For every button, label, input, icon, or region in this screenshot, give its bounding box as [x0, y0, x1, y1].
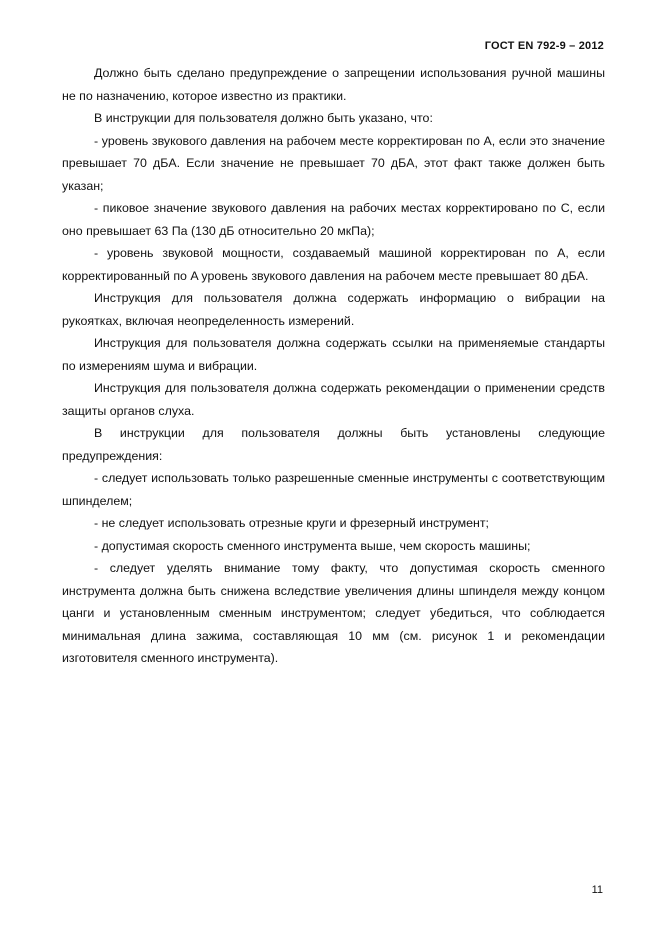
list-item-no-cutting-discs: - не следует использовать отрезные круги и фрезерный инструмент; [94, 516, 490, 530]
paragraph-warning-misuse: Должно быть сделано предупреждение о запрещении использования ручной машины не по назначению, которое известно из практики. [62, 66, 605, 103]
list-item-spindle-length: - следует уделять внимание тому факту, что допустимая скорость сменного инструмента должна быть снижена вследствие увеличения длины шпинделя между концом цанги и установленным сменным инструментом; следует убедиться, что соблюдается минимальная длина зажима, составляющая 10 мм (см. рисунок 1 и рекомендации изготовителя сменного инструмента). [62, 561, 605, 665]
paragraph-standards-references: Инструкция для пользователя должна содержать ссылки на применяемые стандарты по измерениям шума и вибрации. [62, 336, 605, 373]
list-item-peak-sound-pressure: - пиковое значение звукового давления на рабочих местах корректировано по C, если оно превышает 63 Па (130 дБ относительно 20 мкПа); [62, 201, 605, 238]
paragraph-hearing-protection: Инструкция для пользователя должна содержать рекомендации о применении средств защиты органов слуха. [62, 381, 605, 418]
list-item-tool-speed: - допустимая скорость сменного инструмента выше, чем скорость машины; [94, 538, 531, 553]
document-body [62, 62, 605, 670]
list-item-sound-pressure-level: - уровень звукового давления на рабочем месте корректирован по A, если это значение превышает 70 дБA. Если значение не превышает 70 дБA, этот факт также должен быть указан; [62, 133, 605, 193]
page-number: 11 [591, 884, 603, 896]
paragraph-warnings-intro: В инструкции для пользователя должны быть установлены следующие предупреждения: [62, 426, 605, 463]
paragraph-user-instructions-intro: В инструкции для пользователя должно быть указано, что: [94, 111, 433, 125]
document-header: ГОСТ EN 792-9 – 2012 [484, 40, 604, 52]
paragraph-vibration-info: Инструкция для пользователя должна содержать информацию о вибрации на рукоятках, включая неопределенность измерений. [62, 291, 605, 328]
list-item-permitted-tools: - следует использовать только разрешенные сменные инструменты с соответствующим шпинделем; [62, 471, 605, 508]
list-item-sound-power-level: - уровень звуковой мощности, создаваемый машиной корректирован по A, если корректированный по A уровень звукового давления на рабочем месте превышает 80 дБA. [62, 246, 605, 283]
